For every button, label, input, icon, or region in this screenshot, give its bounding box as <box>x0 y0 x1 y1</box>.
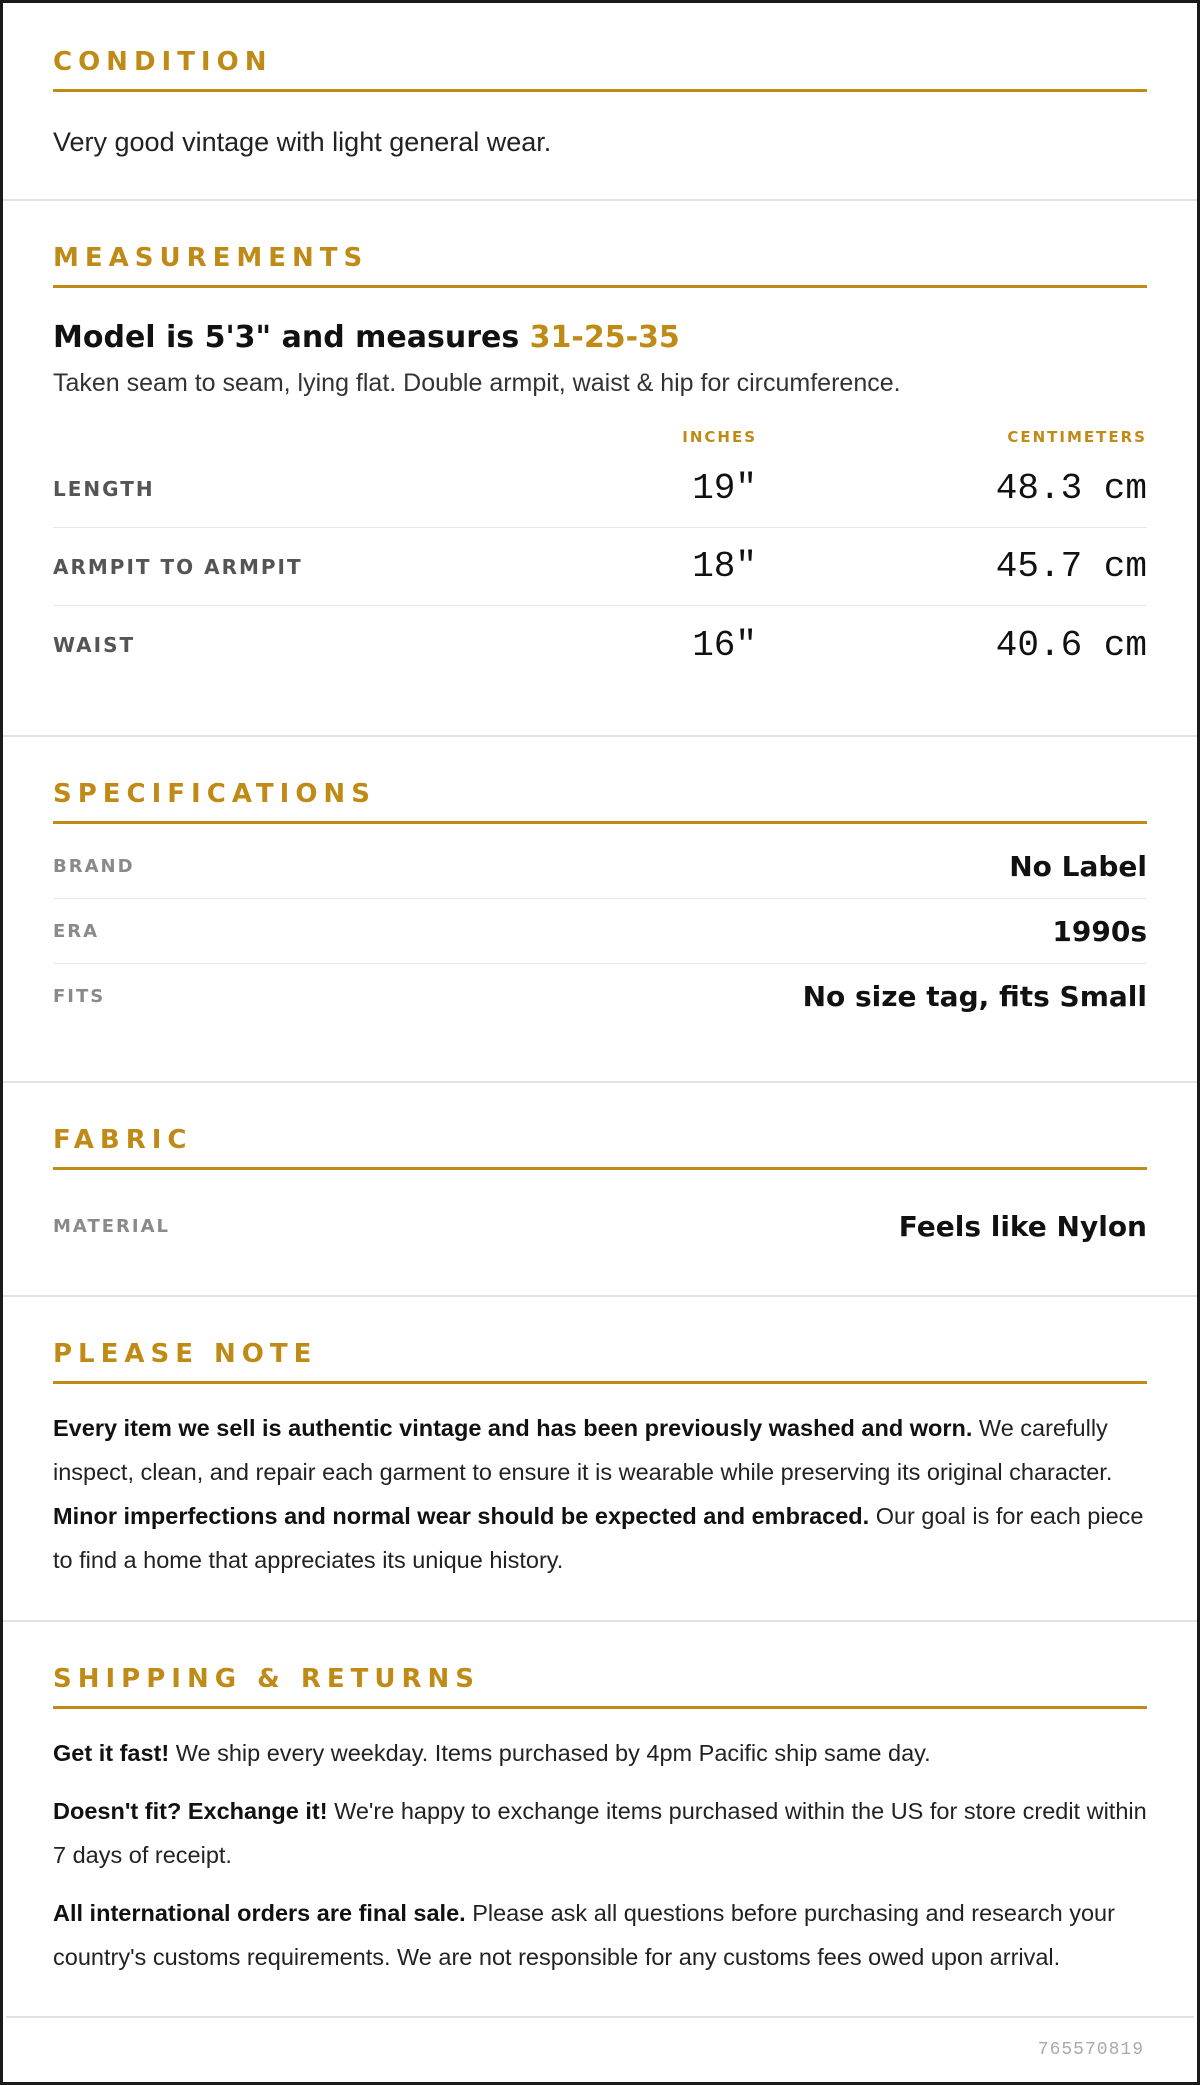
sku-number: 765570819 <box>1037 2040 1144 2060</box>
please-note-section <box>3 1297 1197 1622</box>
model-measures-line <box>53 320 1147 355</box>
fabric-heading: FABRIC <box>53 1125 1147 1170</box>
shipping-text-2: We're happy to exchange items purchased within the US for store credit within 7 days of receipt. <box>53 1798 1147 1868</box>
measurement-label: ARMPIT TO ARMPIT <box>53 554 303 579</box>
measurement-label: WAIST <box>53 633 136 657</box>
shipping-paragraph-1 <box>53 1731 1147 1775</box>
shipping-text-3: Please ask all questions before purchasing and research your country's customs requirements. We are not responsible for any customs fees owed upon arrival. <box>53 1900 1115 1970</box>
please-note-text <box>53 1406 1147 1582</box>
please-note-bold-2: Minor imperfections and normal wear should be expected and embraced. <box>53 1503 870 1529</box>
specifications-section <box>3 737 1197 1083</box>
measurements-table-header <box>53 424 1147 450</box>
measurement-label: LENGTH <box>53 476 155 501</box>
shipping-bold-1: Get it fast! <box>53 1740 170 1766</box>
shipping-bold-3: All international orders are final sale. <box>53 1900 466 1926</box>
measurement-inches: 18" <box>692 546 757 587</box>
shipping-bold-2: Doesn't fit? Exchange it! <box>53 1798 328 1824</box>
shipping-paragraph-3 <box>53 1891 1147 1979</box>
measurements-section <box>3 201 1197 737</box>
shipping-paragraph-2 <box>53 1789 1147 1877</box>
table-row <box>53 606 1147 684</box>
specifications-heading: SPECIFICATIONS <box>53 779 1147 824</box>
table-row <box>53 528 1147 606</box>
column-inches: INCHES <box>682 428 757 446</box>
list-item <box>53 834 1147 899</box>
shipping-section <box>3 1622 1197 2019</box>
spec-key: FITS <box>53 986 106 1007</box>
please-note-text-2: Our goal is for each piece to find a home that appreciates its unique history. <box>53 1503 1144 1573</box>
spec-value: No Label <box>1009 849 1147 883</box>
condition-text: Very good vintage with light general wear. <box>53 127 552 157</box>
table-row <box>53 450 1147 528</box>
measurements-table <box>53 424 1147 684</box>
spec-key: BRAND <box>53 855 135 877</box>
condition-heading: CONDITION <box>53 47 1147 92</box>
measurement-inches: 16" <box>692 624 757 666</box>
list-item <box>53 899 1147 964</box>
measurement-cm: 45.7 cm <box>995 546 1147 587</box>
list-item <box>53 1180 1147 1272</box>
shipping-text-1: We ship every weekday. Items purchased by 4pm Pacific ship same day. <box>169 1740 931 1766</box>
please-note-heading: PLEASE NOTE <box>53 1339 1147 1384</box>
measurements-heading: MEASUREMENTS <box>53 243 1147 288</box>
fabric-value: Feels like Nylon <box>898 1209 1147 1243</box>
model-measures-prefix: Model is 5'3" and measures <box>53 320 530 355</box>
fabric-section <box>3 1083 1197 1297</box>
list-item <box>53 964 1147 1029</box>
measurement-cm: 40.6 cm <box>995 624 1147 666</box>
please-note-bold-1: Every item we sell is authentic vintage and has been previously washed and worn. <box>53 1415 973 1441</box>
spec-key: ERA <box>53 920 100 942</box>
column-centimeters: CENTIMETERS <box>1007 428 1147 446</box>
measurements-subtitle: Taken seam to seam, lying flat. Double armpit, waist & hip for circumference. <box>53 369 901 397</box>
measurement-cm: 48.3 cm <box>995 468 1147 509</box>
measurement-inches: 19" <box>692 468 757 509</box>
spec-value: 1990s <box>1052 914 1147 948</box>
footer <box>6 2016 1194 2082</box>
condition-section <box>3 3 1197 201</box>
fabric-key: MATERIAL <box>53 1215 170 1237</box>
spec-value: No size tag, fits Small <box>802 980 1147 1013</box>
shipping-heading: SHIPPING & RETURNS <box>53 1664 1147 1709</box>
specifications-list <box>53 834 1147 1029</box>
please-note-text-1: We carefully inspect, clean, and repair each garment to ensure it is wearable while preserving its original character. <box>53 1415 1113 1485</box>
model-measures-value: 31-25-35 <box>529 320 680 355</box>
